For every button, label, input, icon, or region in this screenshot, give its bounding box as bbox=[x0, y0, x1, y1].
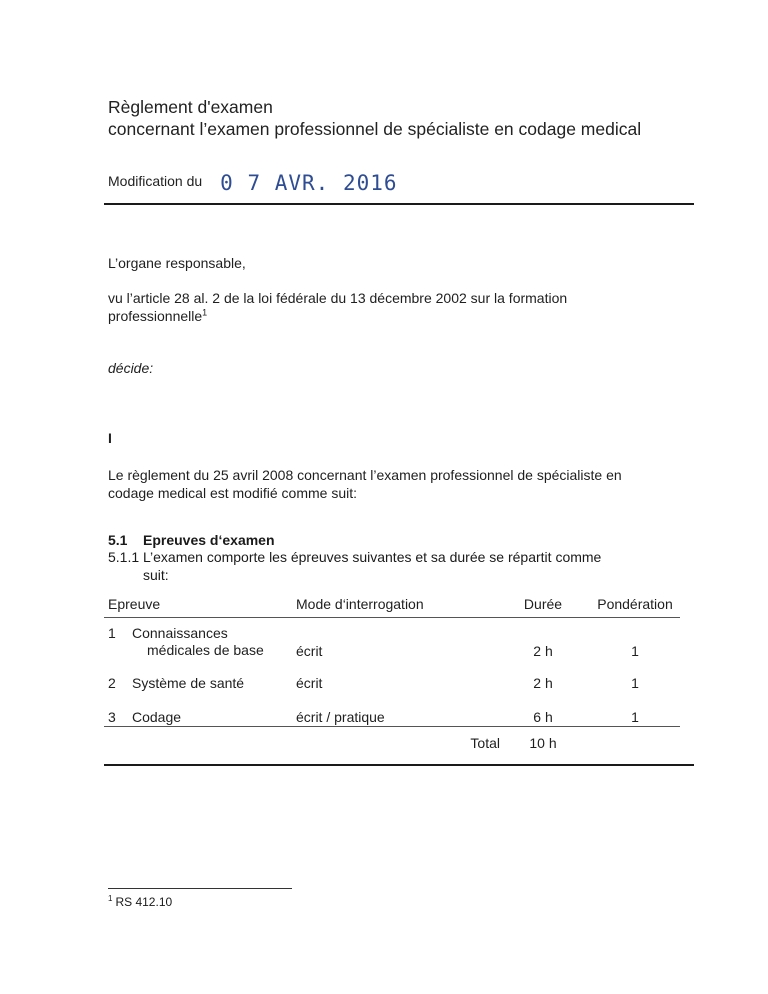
header-mode: Mode d‘interrogation bbox=[296, 596, 424, 612]
date-stamp: 0 7 AVR. 2016 bbox=[220, 171, 398, 195]
header-epreuve: Epreuve bbox=[108, 596, 161, 612]
row-duree: 2 h bbox=[533, 675, 553, 691]
row-duree: 2 h bbox=[533, 643, 553, 659]
footnote-divider bbox=[108, 888, 292, 889]
row-number: 2 bbox=[108, 675, 116, 691]
document-title bbox=[108, 96, 641, 140]
vu-text: vu l’article 28 al. 2 de la loi fédérale du 13 décembre 2002 sur la formation professionnelle bbox=[108, 290, 568, 324]
modification-label: Modification du bbox=[108, 173, 203, 189]
amendment-paragraph: Le règlement du 25 avril 2008 concernant l’examen professionnel de spécialiste en codage medical est modifié comme suit: bbox=[108, 467, 622, 501]
row-mode: écrit bbox=[296, 675, 323, 691]
footnote-text: RS 412.10 bbox=[115, 895, 173, 909]
row-duree: 6 h bbox=[533, 709, 553, 725]
row-ponderation: 1 bbox=[631, 709, 639, 725]
row-ponderation: 1 bbox=[631, 675, 639, 691]
header-ponderation: Pondération bbox=[597, 596, 673, 612]
footnote-ref: 1 bbox=[202, 307, 208, 318]
title-line-1: Règlement d'examen bbox=[108, 97, 273, 117]
subsection-number: 5.1.1 bbox=[108, 549, 140, 565]
footnote bbox=[108, 895, 172, 909]
section-numeral: I bbox=[108, 430, 112, 446]
row-epreuve-line-2: médicales de base bbox=[147, 642, 264, 658]
section-heading bbox=[108, 532, 275, 548]
total-label: Total bbox=[470, 735, 500, 751]
subsection bbox=[108, 548, 688, 584]
section-title: Epreuves d‘examen bbox=[143, 532, 275, 548]
table-bottom-divider bbox=[104, 764, 694, 766]
row-ponderation: 1 bbox=[631, 643, 639, 659]
row-epreuve-line-1: Codage bbox=[132, 709, 182, 725]
rows-underline bbox=[104, 726, 680, 727]
row-epreuve-line-1: Connaissances bbox=[132, 625, 228, 641]
vu-paragraph bbox=[108, 289, 648, 325]
footnote-mark: 1 bbox=[108, 894, 113, 903]
section-number: 5.1 bbox=[108, 532, 128, 548]
header-duree: Durée bbox=[523, 596, 563, 612]
subsection-line-1: L’examen comporte les épreuves suivantes et sa durée se répartit comme bbox=[143, 549, 602, 565]
row-mode: écrit / pratique bbox=[296, 709, 385, 725]
row-epreuve-line-1: Système de santé bbox=[132, 675, 245, 691]
subsection-line-2: suit: bbox=[143, 567, 169, 583]
header-divider bbox=[104, 203, 694, 205]
organ-paragraph: L’organe responsable, bbox=[108, 255, 246, 271]
modification-row bbox=[108, 168, 398, 194]
row-mode: écrit bbox=[296, 643, 323, 659]
title-line-2: concernant l’examen professionnel de spécialiste en codage medical bbox=[108, 119, 642, 139]
row-number: 3 bbox=[108, 709, 116, 725]
row-number: 1 bbox=[108, 625, 116, 641]
decide-text: décide: bbox=[108, 360, 154, 376]
total-duree: 10 h bbox=[529, 735, 557, 751]
header-underline bbox=[104, 617, 680, 618]
